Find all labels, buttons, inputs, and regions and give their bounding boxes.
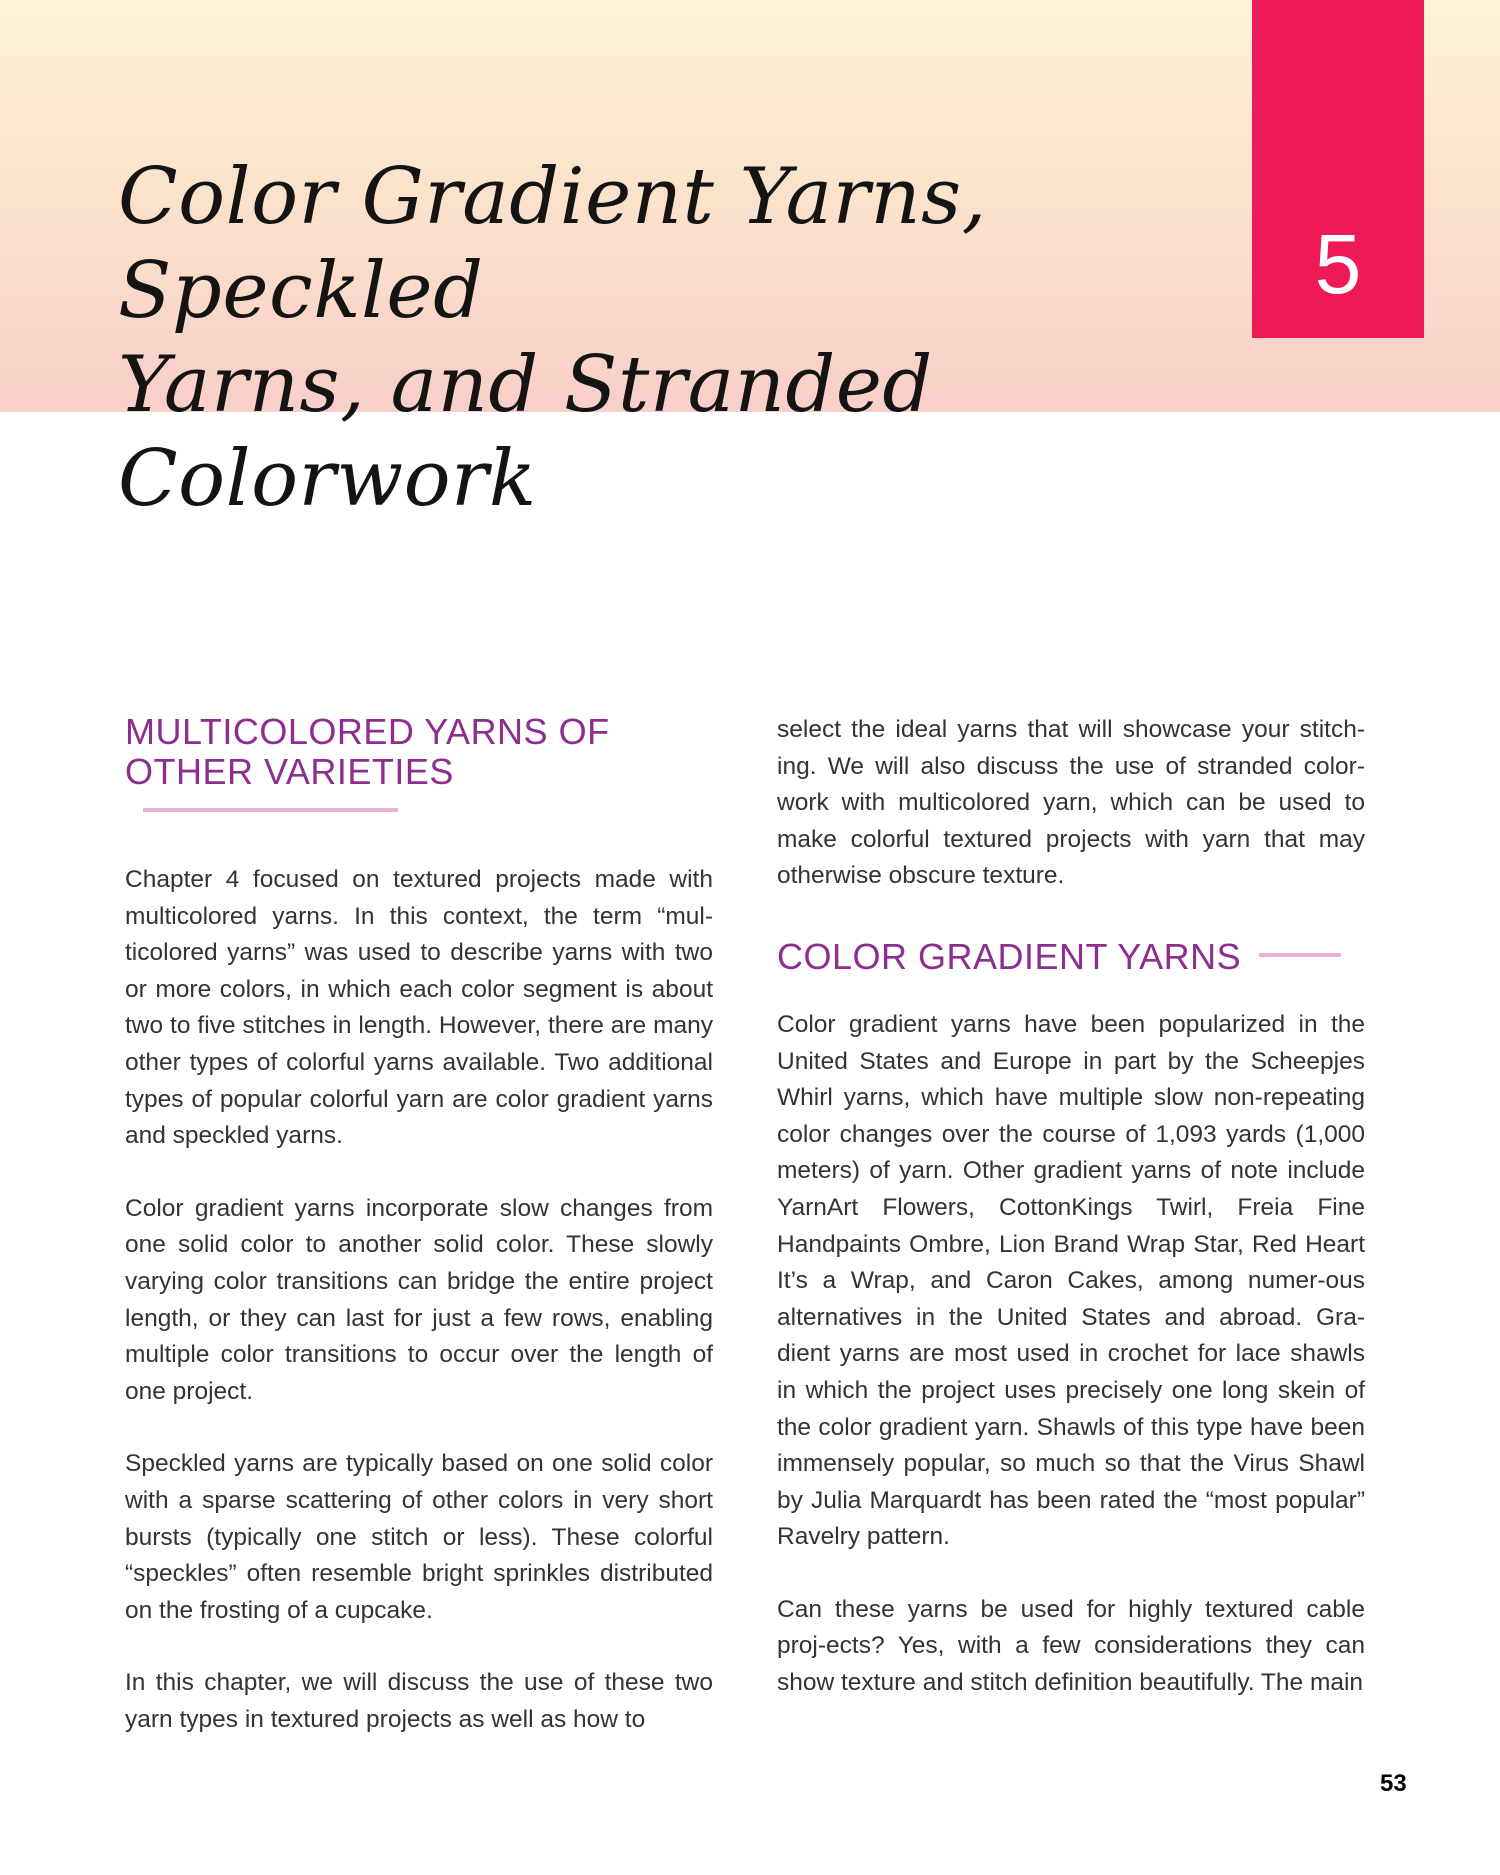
paragraph: select the ideal yarns that will showcase your stitch-ing. We will also discuss the use of stranded color-work with multicolored yarn, which can be used to make colorful textured projects with yarn that may otherwise obscure texture. <box>777 716 1365 890</box>
chapter-number: 5 <box>1314 217 1362 311</box>
paragraph: Color gradient yarns incorporate slow changes from one solid color to another solid color. These slowly varying color transitions can bridge the entire project length, or they can last for just a few rows, enabling multiple color transitions to occur over the length of one project. <box>125 1194 713 1405</box>
page-number: 53 <box>1380 1770 1407 1797</box>
paragraph: Speckled yarns are typically based on one solid color with a sparse scattering of other colors in very short bursts (typically one stitch or less). These colorful “speckles” often resemble bright sprinkles distributed on the frosting of a cupcake. <box>125 1450 713 1624</box>
left-column <box>125 712 713 1738</box>
chapter-number-box <box>1252 0 1424 338</box>
paragraph: Chapter 4 focused on textured projects made with multicolored yarns. In this context, the term “mul-ticolored yarns” was used to describe yarns with two or more colors, in which each color segment is about two to five stitches in length. However, there are many other types of colorful yarns available. Two additional types of popular colorful yarn are color gradient yarns and speckled yarns. <box>125 866 713 1150</box>
right-column <box>777 712 1365 1702</box>
chapter-title <box>118 150 1178 526</box>
heading-rule <box>143 808 398 812</box>
section-heading-line-2: OTHER VARIETIES <box>125 751 454 792</box>
paragraph: Color gradient yarns have been popularized in the United States and Europe in part by the Scheepjes Whirl yarns, which have multiple slow non-repeating color changes over the course of 1,093 yards (1,000 meters) of yarn. Other gradient yarns of note include YarnArt Flowers, CottonKings Twirl, Freia Fine Handpaints Ombre, Lion Brand Wrap Star, Red Heart It’s a Wrap, and Caron Cakes, among numer-ous alternatives in the United States and abroad. Gra-dient yarns are most used in crochet for lace shawls in which the project uses precisely one long skein of the color gradient yarn. Shawls of this type have been immensely popular, so much so that the Virus Shawl by Julia Marquardt has been rated the “most popular” Ravelry pattern. <box>777 1010 1365 1551</box>
section-heading-line-1: MULTICOLORED YARNS OF <box>125 711 610 752</box>
paragraph: Can these yarns be used for highly textured cable proj-ects? Yes, with a few considerations they can show texture and stitch definition beautifully. The main <box>777 1595 1365 1697</box>
heading-rule <box>1259 953 1341 957</box>
section-heading-color-gradient-yarns <box>777 937 1365 977</box>
chapter-title-line-2: Yarns, and Stranded Colorwork <box>118 340 933 524</box>
paragraph: In this chapter, we will discuss the use of these two yarn types in textured projects as well as how to <box>125 1669 713 1733</box>
section-heading-multicolored-yarns <box>125 712 713 832</box>
chapter-title-line-1: Color Gradient Yarns, Speckled <box>118 152 987 336</box>
section-heading-text: COLOR GRADIENT YARNS <box>777 935 1242 977</box>
